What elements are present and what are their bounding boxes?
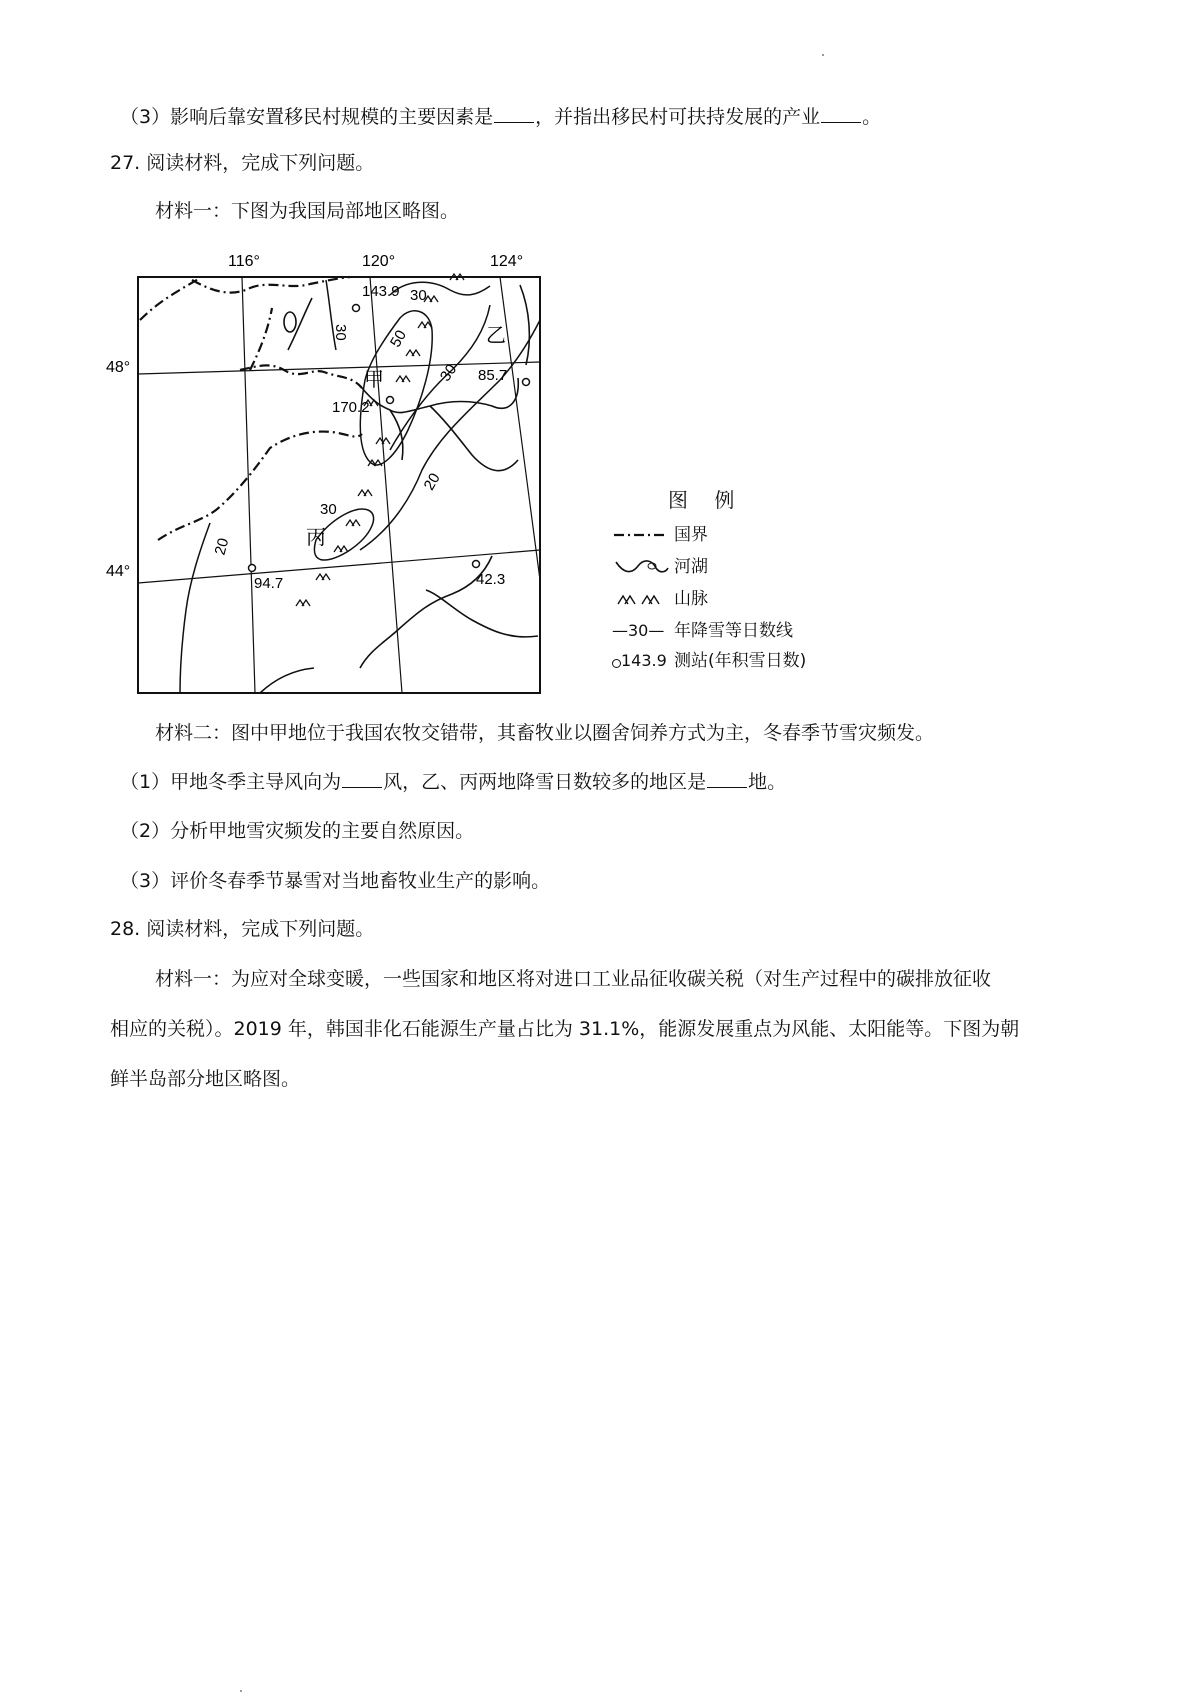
lon-label-120: 120° (362, 253, 396, 270)
station-sample (612, 648, 670, 674)
q26-part3-text-end: 。 (862, 106, 882, 128)
q27-part1-text-end: 地。 (748, 771, 787, 793)
answer-blank[interactable] (707, 769, 747, 788)
station-value: 170.2 (332, 399, 370, 416)
isoline-sample: —30— (612, 621, 665, 640)
answer-blank[interactable] (342, 769, 382, 788)
place-jia: 甲 (364, 367, 384, 391)
isoline-label: 30 (436, 361, 461, 385)
q26-part3 (120, 104, 881, 130)
scan-speck (240, 1690, 242, 1692)
station-symbol (612, 659, 621, 668)
legend-title: 图 例 (668, 488, 745, 512)
q27-title: 27. 阅读材料，完成下列问题。 (110, 152, 375, 174)
regional-map (100, 250, 620, 700)
border-symbol (612, 522, 670, 548)
isoline-label: 20 (211, 536, 233, 557)
lat-label-48: 48° (106, 359, 131, 376)
q27-part1-text: （1）甲地冬季主导风向为 (120, 771, 342, 793)
legend-station-label: 测站(年积雪日数) (674, 651, 807, 671)
q27-part1 (120, 769, 786, 795)
q27-part2: （2）分析甲地雪灾频发的主要自然原因。 (120, 820, 475, 842)
q28-material1-line1: 材料一：为应对全球变暖，一些国家和地区将对进口工业品征收碳关税（对生产过程中的碳排放征收 (155, 968, 992, 990)
lon-label-124: 124° (490, 253, 524, 270)
isoline-label: 30 (332, 324, 349, 341)
station-value: 143.9 (362, 283, 400, 300)
station-value: 42.3 (476, 571, 506, 588)
q27-part1-text-mid: 风，乙、丙两地降雪日数较多的地区是 (383, 771, 707, 793)
legend-border-label: 国界 (674, 525, 708, 545)
q27-part3: （3）评价冬春季节暴雪对当地畜牧业生产的影响。 (120, 870, 551, 892)
legend-isoline-label: 年降雪等日数线 (674, 621, 793, 641)
station-value: 94.7 (254, 575, 284, 592)
q26-part3-text-mid: ，并指出移民村可扶持发展的产业 (535, 106, 821, 128)
place-bing: 丙 (306, 525, 326, 549)
isoline-label: 20 (420, 470, 444, 494)
mountain-symbols (296, 274, 464, 606)
legend-mountains-label: 山脉 (674, 589, 708, 609)
isoline-label: 30 (410, 287, 427, 304)
station-sample-value: 143.9 (621, 651, 667, 670)
station-value: 85.7 (478, 367, 508, 384)
legend-rivers-label: 河湖 (674, 557, 708, 577)
q26-part3-text: （3）影响后靠安置移民村规模的主要因素是 (120, 106, 494, 128)
q27-material2: 材料二：图中甲地位于我国农牧交错带，其畜牧业以圈舍饲养方式为主，冬春季节雪灾频发。 (155, 722, 935, 744)
mountain-symbol (612, 586, 670, 612)
river-symbol (612, 554, 670, 580)
answer-blank[interactable] (494, 104, 534, 123)
map-legend (612, 484, 832, 684)
answer-blank[interactable] (821, 104, 861, 123)
place-yi: 乙 (486, 323, 506, 347)
q28-material1-line3: 鲜半岛部分地区略图。 (110, 1068, 301, 1090)
isoline-label: 50 (386, 327, 411, 351)
lat-label-44: 44° (106, 563, 131, 580)
q28-title: 28. 阅读材料，完成下列问题。 (110, 918, 375, 940)
isoline-label: 30 (320, 501, 337, 518)
q27-material1: 材料一：下图为我国局部地区略图。 (155, 200, 460, 222)
scan-speck (822, 54, 824, 56)
lon-label-116: 116° (228, 253, 260, 270)
q28-material1-line2: 相应的关税）。2019 年，韩国非化石能源生产量占比为 31.1%，能源发展重点为风能、太阳能等。下图为朝 (110, 1018, 1020, 1040)
